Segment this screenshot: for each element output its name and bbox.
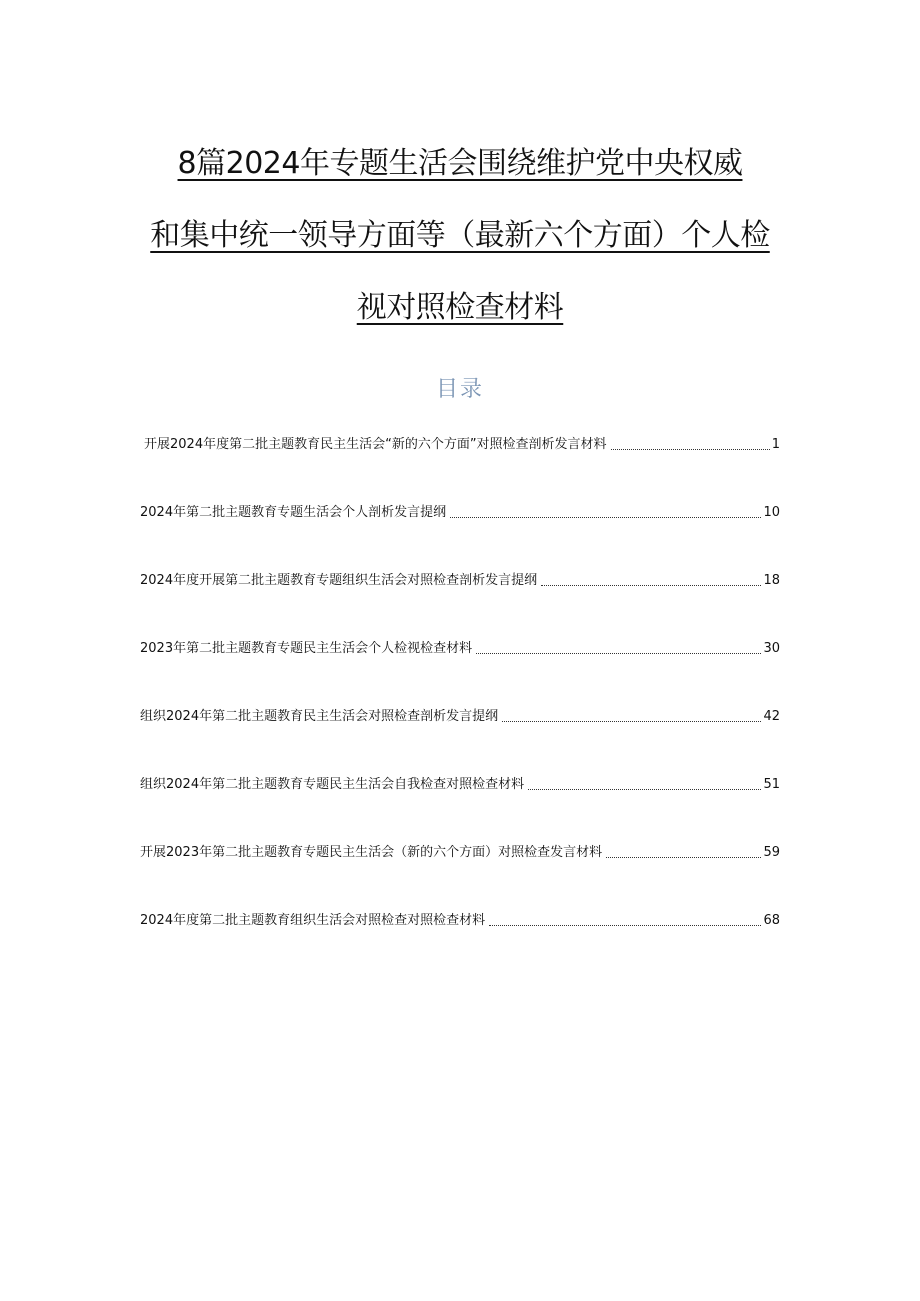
toc-leader-dots — [476, 652, 761, 654]
toc-leader-dots — [611, 448, 770, 450]
toc-entry-page: 30 — [763, 641, 780, 656]
title-line-3: 视对照检查材料 — [356, 290, 564, 325]
toc-entry-title: 2024年度第二批主题教育组织生活会对照检查对照检查材料 — [140, 913, 486, 928]
toc-heading: 目录 — [435, 377, 484, 402]
toc-entry-title: 2024年第二批主题教育专题生活会个人剖析发言提纲 — [140, 505, 447, 520]
toc-entry-page: 68 — [763, 913, 780, 928]
toc-entry[interactable] — [140, 592, 780, 660]
toc-entry-title: 开展2023年第二批主题教育专题民主生活会（新的六个方面）对照检查发言材料 — [140, 845, 603, 860]
toc-entry-title: 2024年度开展第二批主题教育专题组织生活会对照检查剖析发言提纲 — [140, 573, 538, 588]
toc-entry-page: 10 — [763, 505, 780, 520]
toc-entry[interactable] — [140, 864, 780, 932]
toc-entry-title: 组织2024年第二批主题教育民主生活会对照检查剖析发言提纲 — [140, 709, 499, 724]
toc-entry[interactable] — [140, 430, 780, 456]
toc-entry-title: 开展2024年度第二批主题教育民主生活会“新的六个方面”对照检查剖析发言材料 — [144, 437, 607, 452]
toc-leader-dots — [502, 720, 761, 722]
toc-entry-title: 组织2024年第二批主题教育专题民主生活会自我检查对照检查材料 — [140, 777, 525, 792]
document-title — [0, 128, 920, 344]
toc-leader-dots — [489, 924, 761, 926]
toc-leader-dots — [450, 516, 761, 518]
toc-entry[interactable] — [140, 456, 780, 524]
toc-entry-title: 2023年第二批主题教育专题民主生活会个人检视检查材料 — [140, 641, 473, 656]
toc-entry-page: 1 — [771, 437, 780, 452]
title-line-1: 8篇2024年专题生活会围绕维护党中央权威 — [177, 146, 743, 181]
toc-entry[interactable] — [140, 660, 780, 728]
toc-entry[interactable] — [140, 728, 780, 796]
title-line-2: 和集中统一领导方面等（最新六个方面）个人检 — [150, 218, 770, 253]
toc-entry-page: 51 — [763, 777, 780, 792]
toc-leader-dots — [606, 856, 761, 858]
toc-entry[interactable] — [140, 524, 780, 592]
toc-entry[interactable] — [140, 796, 780, 864]
toc-leader-dots — [528, 788, 761, 790]
toc-leader-dots — [541, 584, 761, 586]
toc-entry-page: 59 — [763, 845, 780, 860]
toc-entry-page: 42 — [763, 709, 780, 724]
toc-entry-page: 18 — [763, 573, 780, 588]
table-of-contents — [140, 430, 780, 932]
